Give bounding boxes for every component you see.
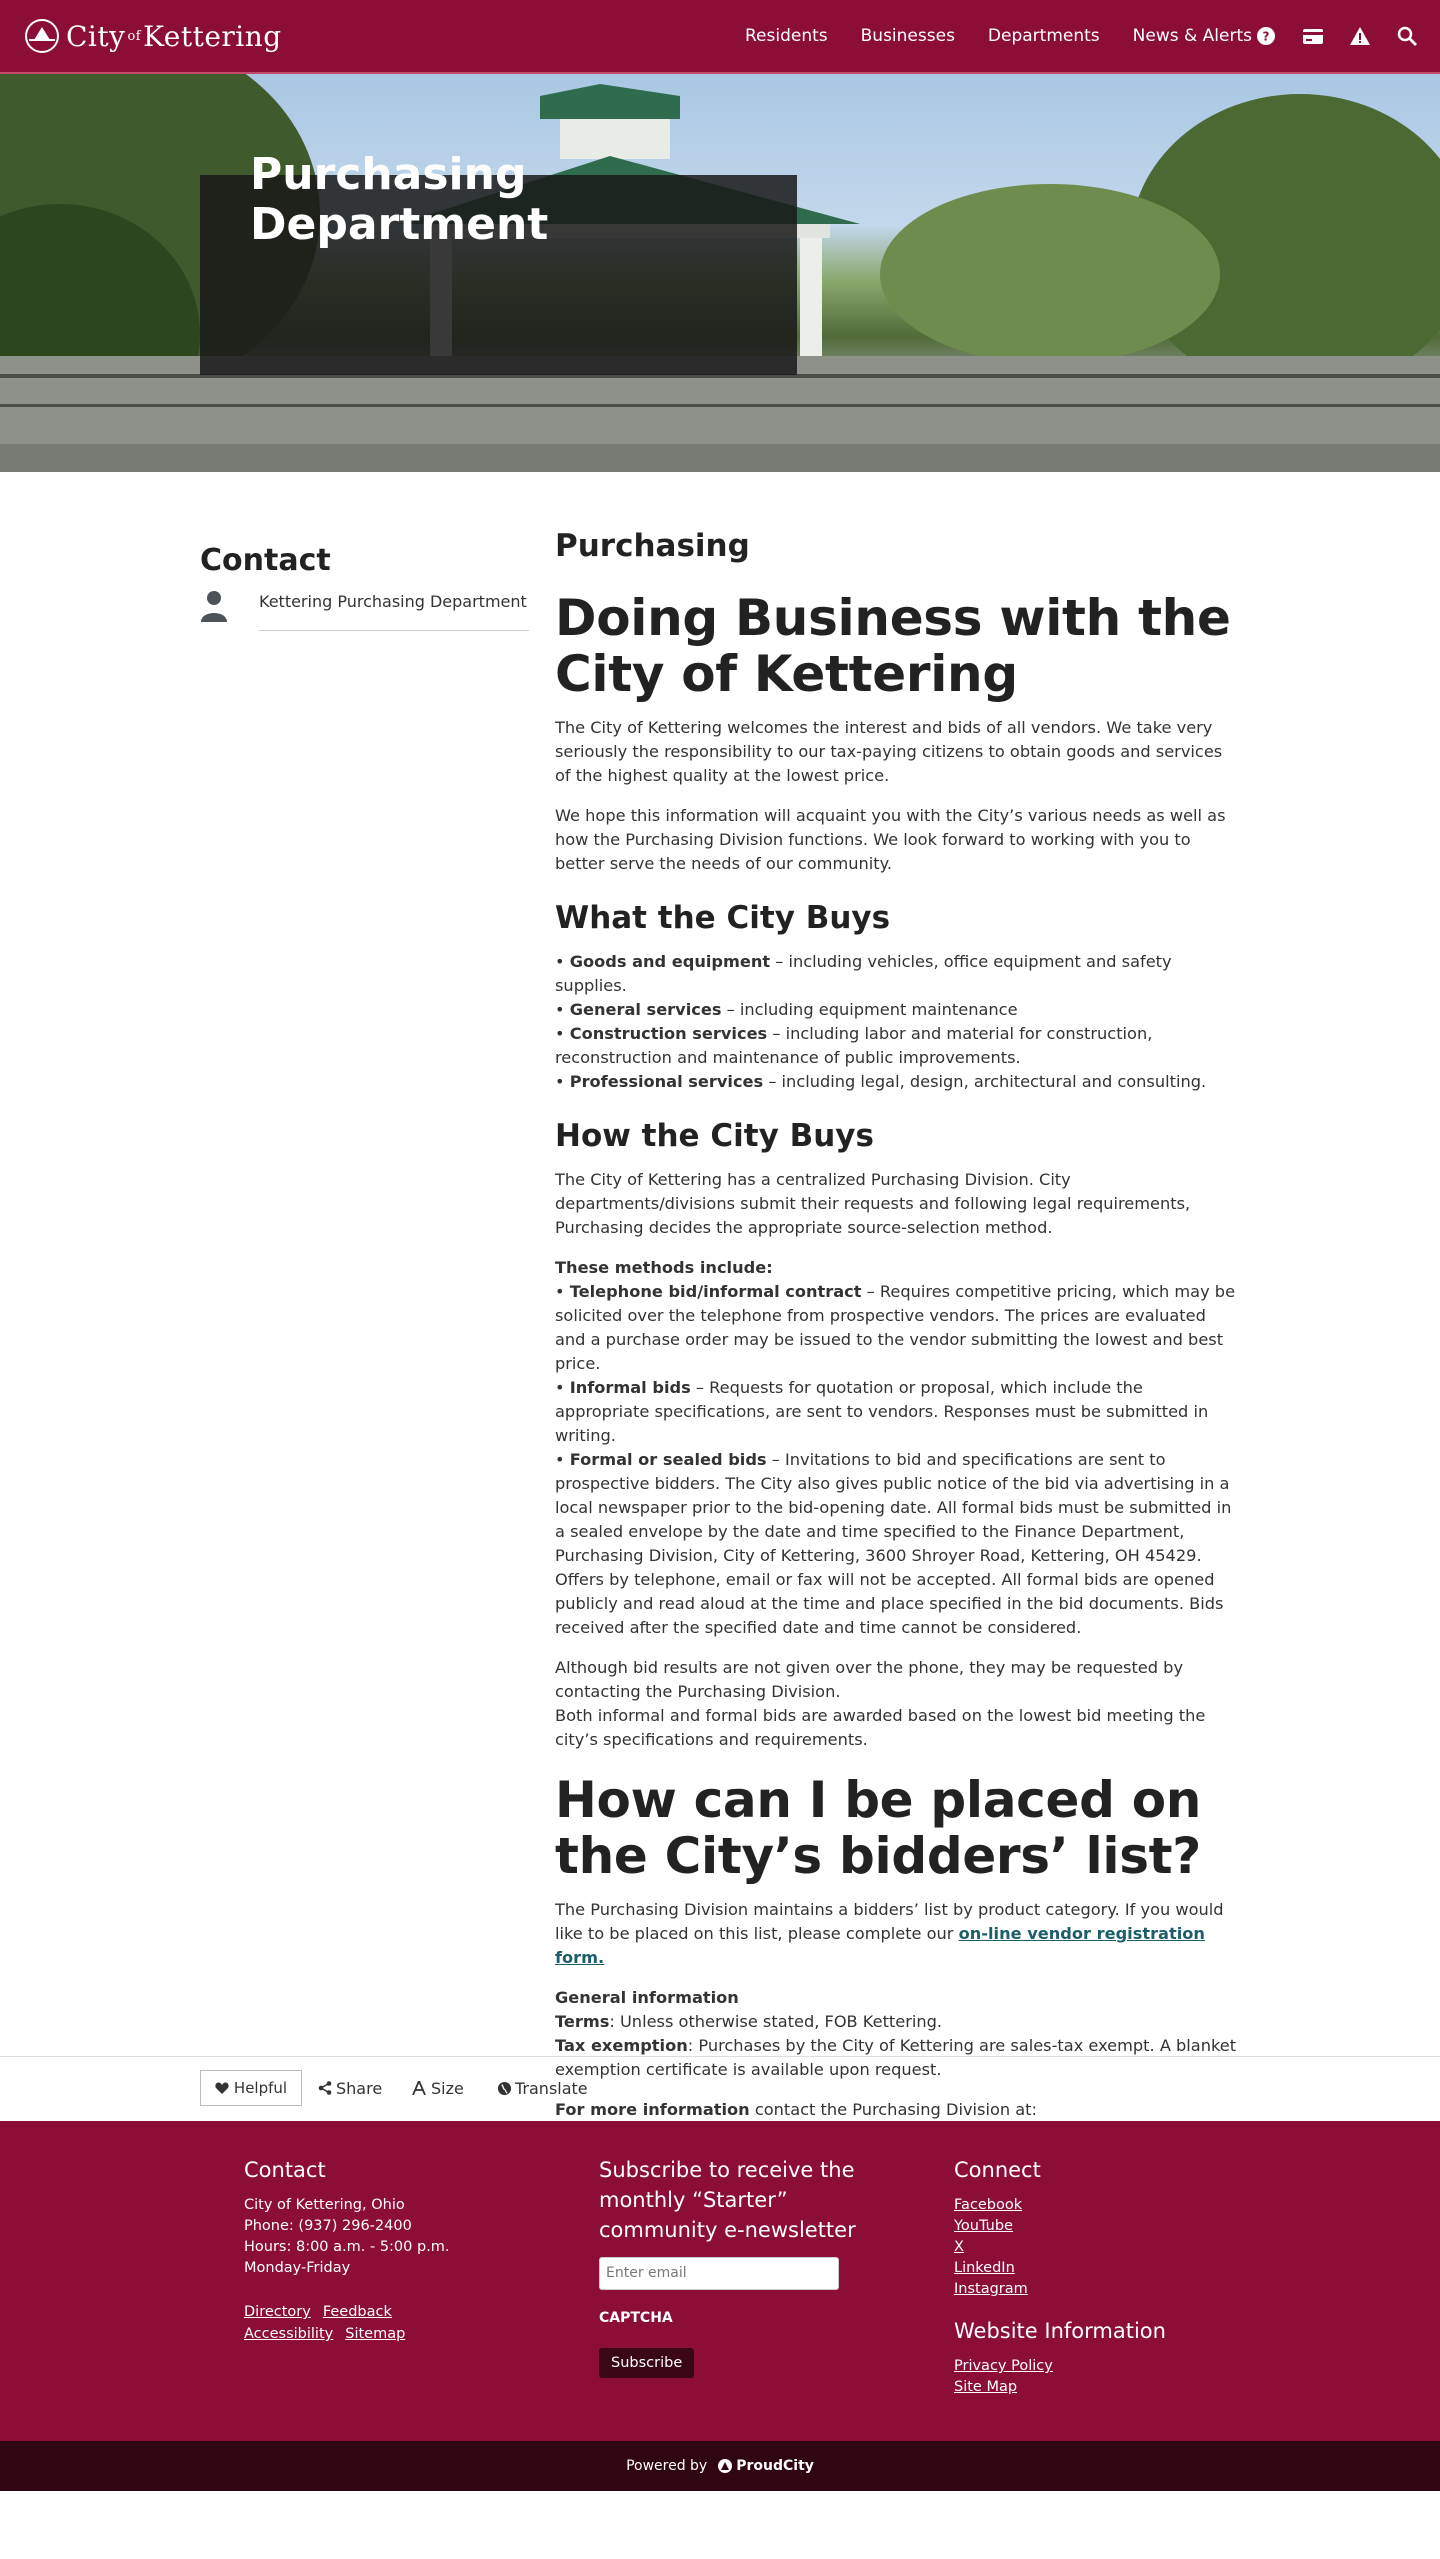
- list-item: • Informal bids – Requests for quotation or proposal, which include the appropriate specifications, are sent to vendors. Responses must be submitted in writing.: [555, 1378, 1209, 1445]
- proudcity-logo-icon: [717, 2458, 733, 2474]
- terms-line: Terms: Unless otherwise stated, FOB Kettering.: [555, 2012, 943, 2031]
- footer-link-directory[interactable]: Directory: [244, 2304, 311, 2320]
- alert-icon[interactable]: [1346, 22, 1374, 50]
- search-icon[interactable]: [1393, 22, 1421, 50]
- list-item: • Goods and equipment – including vehicles, office equipment and safety supplies.: [555, 952, 1172, 995]
- footer-days: Monday-Friday: [244, 2260, 351, 2276]
- results-text-2: Both informal and formal bids are awarded based on the lowest bid meeting the city’s specifications and requirements.: [555, 1706, 1206, 1749]
- captcha-label: CAPTCHA: [599, 2310, 673, 2326]
- sidebar-contact-heading: Contact: [200, 543, 331, 578]
- x-link[interactable]: X: [954, 2239, 964, 2255]
- page-hero-title: Purchasing Department: [250, 149, 549, 250]
- share-icon: [318, 2081, 332, 2095]
- list-item: • Telephone bid/informal contract – Requires competitive pricing, which may be solicited over the telephone from prospective vendors. The prices are evaluated and a purchase order may be issued to the vendor submitting the lowest and best price.: [555, 1282, 1236, 1373]
- instagram-link[interactable]: Instagram: [954, 2281, 1028, 2297]
- footer-connect: [954, 2155, 1214, 2398]
- powered-by-text: Powered by: [626, 2458, 708, 2474]
- methods-list: [555, 1256, 1240, 1640]
- powered-by-bar: [0, 2441, 1440, 2491]
- page-title: Purchasing: [555, 528, 750, 564]
- intro-paragraph-2: We hope this information will acquaint you with the City’s various needs as well as how the Purchasing Division functions. We look forward to working with you to better serve the needs of our community.: [555, 806, 1226, 873]
- main-nav: [745, 0, 1285, 72]
- intro-paragraph-1: The City of Kettering welcomes the interest and bids of all vendors. We take very seriously the responsibility to our tax-paying citizens to obtain goods and services of the highest quality at the lowest price.: [555, 718, 1223, 785]
- privacy-policy-link[interactable]: Privacy Policy: [954, 2358, 1053, 2374]
- website-links: [954, 2356, 1214, 2398]
- heading-how-city-buys: How the City Buys: [555, 1118, 874, 1154]
- connect-heading: Connect: [954, 2158, 1041, 2182]
- subscribe-heading: Subscribe to receive the monthly “Starter” community e-newsletter: [599, 2158, 856, 2242]
- heading-bidders-list: How can I be placed on the City’s bidders’ list?: [555, 1771, 1202, 1885]
- main-content: [555, 528, 1240, 2162]
- sidebar-divider: [259, 630, 529, 631]
- globe-icon: [497, 2081, 512, 2096]
- list-item: • Professional services – including legal, design, architectural and consulting.: [555, 1072, 1207, 1091]
- footer-contact-lines: [244, 2195, 544, 2279]
- site-map-link[interactable]: Site Map: [954, 2379, 1018, 2395]
- site-header: [0, 0, 1440, 72]
- site-logo[interactable]: [24, 16, 282, 56]
- footer-phone: Phone: (937) 296-2400: [244, 2218, 412, 2234]
- footer-subscribe: [599, 2155, 859, 2378]
- nav-news-alerts[interactable]: News & Alerts: [1132, 26, 1252, 46]
- buys-list: [555, 950, 1240, 1094]
- heading-what-city-buys: What the City Buys: [555, 900, 891, 936]
- methods-label: These methods include:: [555, 1258, 773, 1277]
- footer-link-feedback[interactable]: Feedback: [322, 2304, 392, 2320]
- header-utility-icons: [1252, 22, 1440, 50]
- footer-contact: [244, 2155, 544, 2345]
- newsletter-email-input[interactable]: Enter email: [599, 2257, 839, 2290]
- tax-line: Tax exemption: Purchases by the City of Kettering are sales-tax exempt. A blanket exemption certificate is available upon request.: [555, 2036, 1237, 2079]
- help-icon[interactable]: [1252, 22, 1280, 50]
- helpful-button[interactable]: Helpful: [200, 2070, 302, 2106]
- website-info-heading: Website Information: [954, 2319, 1166, 2343]
- linkedin-link[interactable]: LinkedIn: [954, 2260, 1015, 2276]
- logo-text: City $^{of}$Kettering: [66, 19, 282, 53]
- results-text-1: Although bid results are not given over the phone, they may be requested by contacting the Purchasing Division.: [555, 1658, 1184, 1701]
- nav-businesses[interactable]: Businesses: [860, 26, 955, 46]
- list-item: • Formal or sealed bids – Invitations to bid and specifications are sent to prospective bidders. The City also gives public notice of the bid via advertising in a local newspaper prior to the bid-opening date. All formal bids must be submitted in a sealed envelope by the date and time specified to the Finance Department, Purchasing Division, City of Kettering, 3600 Shroyer Road, Kettering, OH 45429. Offers by telephone, email or fax will not be accepted. All formal bids are opened publicly and read aloud at the time and place specified in the bid documents. Bids received after the specified date and time cannot be considered.: [555, 1450, 1232, 1637]
- facebook-link[interactable]: Facebook: [954, 2197, 1023, 2213]
- general-info-label: General information: [555, 1988, 739, 2007]
- share-button[interactable]: Share: [318, 2070, 382, 2106]
- how-paragraph: The City of Kettering has a centralized Purchasing Division. City departments/divisions submit their requests and following legal requirements, Purchasing decides the appropriate source-selection method.: [555, 1170, 1191, 1237]
- text-size-button[interactable]: Size: [412, 2070, 464, 2106]
- payment-card-icon[interactable]: [1299, 22, 1327, 50]
- contact-link-purchasing[interactable]: Kettering Purchasing Department: [259, 592, 527, 611]
- youtube-link[interactable]: YouTube: [954, 2218, 1013, 2234]
- footer-hours: Hours: 8:00 a.m. - 5:00 p.m.: [244, 2239, 450, 2255]
- footer-contact-links: [244, 2301, 544, 2345]
- heart-icon: [215, 2082, 229, 2095]
- footer-link-sitemap[interactable]: Sitemap: [345, 2326, 406, 2342]
- nav-residents[interactable]: Residents: [745, 26, 828, 46]
- more-info-paragraph: For more information contact the Purchasing Division at:: [555, 2098, 1240, 2146]
- proudcity-link[interactable]: ProudCity: [736, 2458, 814, 2474]
- nav-departments[interactable]: Departments: [987, 26, 1100, 46]
- list-item: • General services – including equipment maintenance: [555, 1000, 1018, 1019]
- svg-text:?: ?: [1262, 29, 1270, 44]
- footer-link-accessibility[interactable]: Accessibility: [244, 2326, 334, 2342]
- bidders-paragraph: The Purchasing Division maintains a bidders’ list by product category. If you would like to be placed on this list, please complete our on-line vendor registration form.: [555, 1900, 1224, 1967]
- social-links: [954, 2195, 1214, 2300]
- heading-doing-business: Doing Business with the City of Kettering: [555, 589, 1231, 703]
- text-size-icon: [412, 2081, 426, 2095]
- translate-button[interactable]: Translate: [497, 2070, 588, 2106]
- list-item: • Construction services – including labor and material for construction, reconstruction and maintenance of public improvements.: [555, 1024, 1153, 1067]
- site-footer: [0, 2121, 1440, 2441]
- subscribe-button[interactable]: Subscribe: [599, 2348, 694, 2378]
- hero-banner: [0, 72, 1440, 472]
- results-paragraph: [555, 1656, 1240, 1752]
- city-seal-icon: [24, 18, 60, 54]
- vendor-registration-link[interactable]: on-line vendor registration form.: [555, 1924, 1205, 1967]
- footer-contact-heading: Contact: [244, 2158, 326, 2182]
- person-icon: [200, 590, 228, 622]
- footer-address: City of Kettering, Ohio: [244, 2197, 405, 2213]
